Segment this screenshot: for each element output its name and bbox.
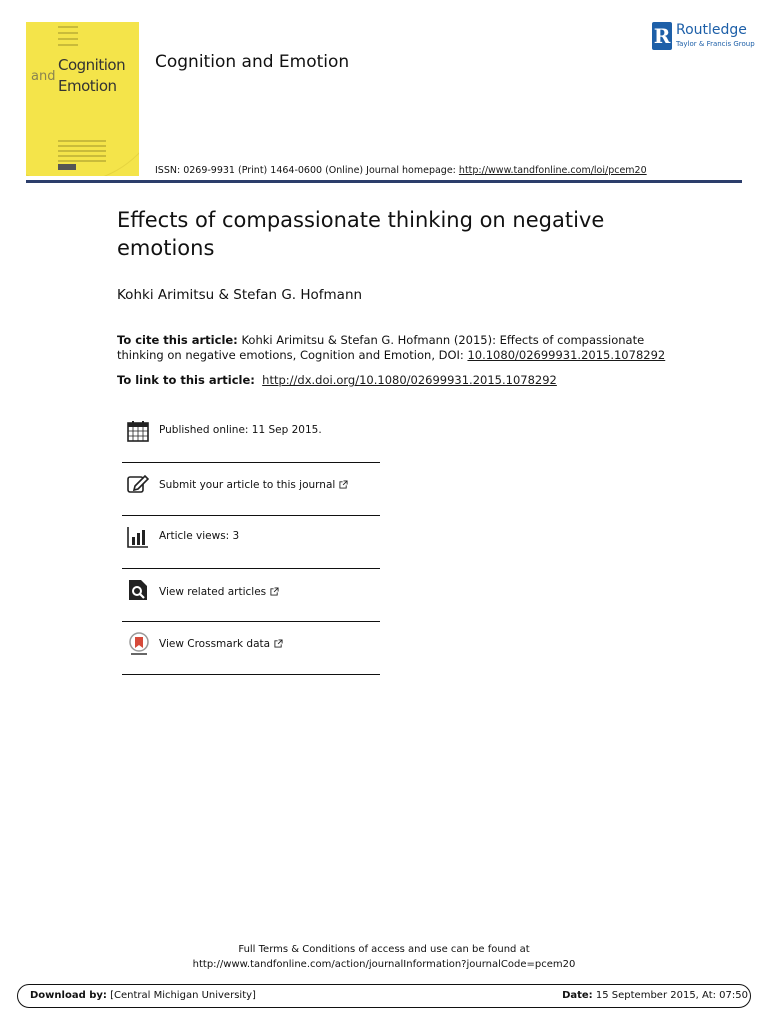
publisher-logo[interactable] (652, 22, 755, 52)
article-views-text: Article views: 3 (159, 530, 240, 542)
pencil-icon (127, 473, 149, 495)
article-link-label: To link to this article: (117, 373, 255, 387)
journal-cover-image (26, 22, 139, 176)
publisher-name: Routledge (676, 22, 747, 38)
published-date-text: Published online: 11 Sep 2015. (159, 424, 322, 436)
journal-title: Cognition and Emotion (155, 52, 350, 72)
download-info-bar (17, 984, 751, 1008)
article-title: Effects of compassionate thinking on negative emotions (117, 208, 605, 260)
date-label: Date: (562, 990, 593, 1001)
citation-doi-link[interactable]: 10.1080/02699931.2015.1078292 (467, 348, 666, 362)
cover-title-line3: Emotion (58, 77, 117, 95)
terms-notice (0, 942, 768, 972)
download-label: Download by: (30, 990, 107, 1001)
terms-url[interactable]: http://www.tandfonline.com/action/journalInformation?journalCode=pcem20 (192, 959, 576, 970)
download-institution: [Central Michigan University] (110, 990, 256, 1001)
header-divider (26, 180, 742, 183)
article-doi-url[interactable]: http://dx.doi.org/10.1080/02699931.2015.1078292 (262, 373, 557, 387)
info-item-views (122, 516, 380, 569)
info-item-submit[interactable] (122, 463, 380, 516)
bar-chart-icon (127, 526, 149, 548)
citation-block (117, 333, 677, 363)
cover-title-line2: and (31, 69, 56, 84)
cover-text-lines-lower (58, 140, 106, 165)
crossmark-text: View Crossmark data (159, 638, 271, 650)
info-item-related[interactable] (122, 569, 380, 622)
calendar-icon (127, 420, 149, 442)
search-document-icon (127, 579, 149, 601)
cover-publisher-mark (58, 164, 76, 170)
related-articles-text: View related articles (159, 586, 267, 598)
crossmark-link[interactable] (159, 638, 283, 650)
related-articles-link[interactable] (159, 586, 279, 598)
article-authors: Kohki Arimitsu & Stefan G. Hofmann (117, 287, 363, 303)
external-link-icon (274, 639, 283, 648)
info-item-published (122, 410, 380, 463)
submit-article-text: Submit your article to this journal (159, 479, 336, 491)
publisher-group: Taylor & Francis Group (676, 40, 755, 48)
issn-text: ISSN: 0269-9931 (Print) 1464-0600 (Online) Journal homepage: (155, 165, 459, 176)
citation-label: To cite this article: (117, 333, 238, 347)
article-link-line (117, 373, 557, 387)
cover-text-lines (58, 26, 78, 50)
terms-line1: Full Terms & Conditions of access and use can be found at (238, 944, 530, 955)
journal-homepage-link[interactable]: http://www.tandfonline.com/loi/pcem20 (458, 165, 647, 176)
issn-line (155, 165, 647, 176)
external-link-icon (270, 587, 279, 596)
submit-article-link[interactable] (159, 479, 348, 491)
citation-text: Kohki Arimitsu & Stefan G. Hofmann (2015): Effects of compassionate thinking on negative emotions, Cognition and Emotion, DOI: (117, 333, 645, 362)
crossmark-icon (127, 632, 151, 658)
date-value: 15 September 2015, At: 07:50 (595, 990, 748, 1001)
external-link-icon (339, 480, 348, 489)
info-item-crossmark[interactable] (122, 622, 380, 675)
download-date (562, 990, 748, 1001)
cover-title-line1: Cognition (58, 56, 126, 74)
routledge-logo-icon: R (653, 24, 671, 48)
download-by (30, 990, 256, 1001)
article-info-list (122, 410, 380, 675)
